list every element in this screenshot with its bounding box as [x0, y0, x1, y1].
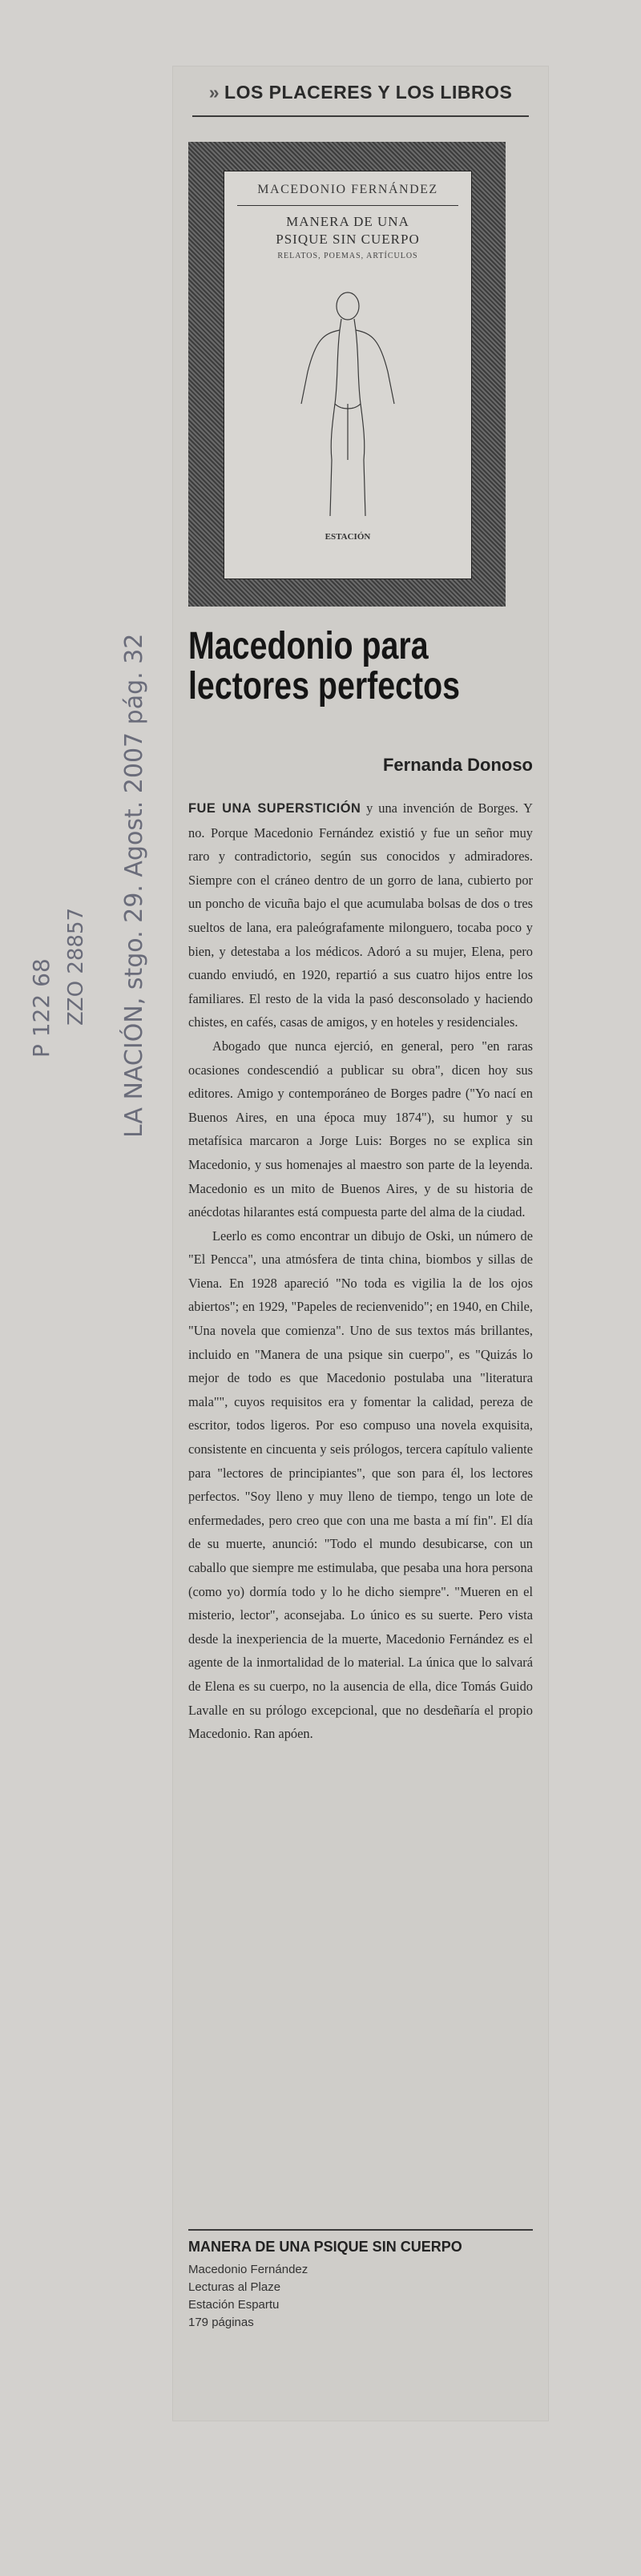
handwritten-source-note: LA NACIÓN, stgo. 29. Agost. 2007 pág. 32	[120, 633, 148, 1138]
book-info-line: Macedonio Fernández	[188, 2263, 308, 2276]
book-info-line: Estación Espartu	[188, 2298, 280, 2312]
article-headline: Macedonio para lectores perfectos	[188, 625, 461, 707]
cover-author: MACEDONIO FERNÁNDEZ	[257, 183, 438, 196]
cover-subtitle: RELATOS, POEMAS, ARTÍCULOS	[277, 252, 418, 260]
article-byline: Fernanda Donoso	[382, 755, 533, 775]
article-paragraph	[188, 796, 533, 1034]
book-cover	[224, 171, 472, 579]
section-title: LOS PLACERES Y LOS LIBROS	[224, 82, 513, 103]
cover-divider	[237, 205, 458, 206]
figure-sketch-icon	[292, 284, 404, 524]
book-cover-frame	[188, 142, 506, 607]
cover-publisher: ESTACIÓN	[325, 532, 371, 542]
book-info-divider	[188, 2229, 533, 2231]
book-info-line: Lecturas al Plaze	[188, 2280, 281, 2294]
chevron-right-icon: »	[208, 82, 220, 103]
handwritten-archive-code: ZZO 28857	[64, 907, 88, 1026]
article-body	[188, 796, 533, 1746]
article-paragraph: Leerlo es como encontrar un dibujo de Oski, un número de "El Pencca", una atmósfera de tinta china, biombos y sillas de Viena. En 1928 apareció "No toda es vigilia la de los ojos abiertos"; en 1929, "Papeles de recienvenido"; en 1940, en Chile, "Una novela que comienza". Uno de sus textos más brillantes, incluido en "Manera de una psique sin cuerpo", es "Quizás lo mejor de todo es que Macedonio postulaba una "literatura mala"", cuyos requisitos era y fomentar la calidad, pereza de escritor, todos ligeros. Por eso compuso una novela exquisita, consistente en cincuenta y seis prólogos, tercera capítulo valiente para "lectores de principiantes", que son para él, los lectores perfectos. "Soy lleno y muy lleno de tiempo, tengo un lote de enfermedades, pero creo que con una me basta a mí fin". El día de su muerte, anunció: "Todo el mundo desubicarse, con un caballo que siempre me estimulaba, que pesaba una hora persona (como yo) dormía todo y lo he dicho siempre". "Mueren en el misterio, lector", aconsejaba. Lo único es su suerte. Pero vista desde la inexperiencia de la muerte, Macedonio Fernández es el agente de la inmortalidad de lo material. La única que lo salvará de Elena es su cuerpo, no la ausencia de ella, dice Tomás Guido Lavalle en su prólogo excepcional, que no desdeñaría el propio Macedonio. Ran apóen.	[188, 1228, 533, 1742]
cover-title-line2: PSIQUE SIN CUERPO	[276, 232, 420, 247]
newspaper-clipping	[172, 66, 549, 2421]
section-divider	[192, 115, 529, 117]
section-header	[192, 82, 529, 103]
article-lead: FUE UNA SUPERSTICIÓN	[188, 801, 361, 816]
article-paragraph-text: y una invención de Borges. Y no. Porque Macedonio Fernández existió y fue un señor muy raro y contradictorio, según sus conocidos y admiradores. Siempre con el cráneo dentro de un gorro de lana, cubierto por un poncho de vicuña bajo el que acumulaba bolsas de dos o tres sueltos de lana, era paleógrafamente milonguero, tocaba poco y bien, y detestaba a los médicos. Adoró a su mujer, Elena, pero cuando enviudó, en 1920, repartió a sus cuatro hijos entre los familiares. El resto de la vida la pasó desconsolado y haciendo chistes, en cafés, casas de amigos, y en hoteles y residenciales.	[188, 800, 533, 1030]
book-info-line: 179 páginas	[188, 2316, 254, 2329]
cover-title	[224, 213, 471, 248]
cover-title-line1: MANERA DE UNA	[286, 214, 409, 229]
article-paragraph: Abogado que nunca ejerció, en general, pero "en raras ocasiones condescendió a publicar su obra", dicen hoy sus editores. Amigo y contemporáneo de Borges padre ("Yo nací en Buenos Aires, en una época muy 1874"), su humor y su metafísica marcaron a Jorge Luis: Borges no se explica sin Macedonio, y sus homenajes al maestro son parte de la leyenda. Macedonio es un mito de Buenos Aires, y de su historia de anécdotas hilarantes está compuesta parte del alma de la ciudad.	[188, 1038, 533, 1220]
book-info-title: MANERA DE UNA PSIQUE SIN CUERPO	[188, 2239, 462, 2255]
handwritten-catalog-code: P 122 68	[28, 958, 54, 1058]
